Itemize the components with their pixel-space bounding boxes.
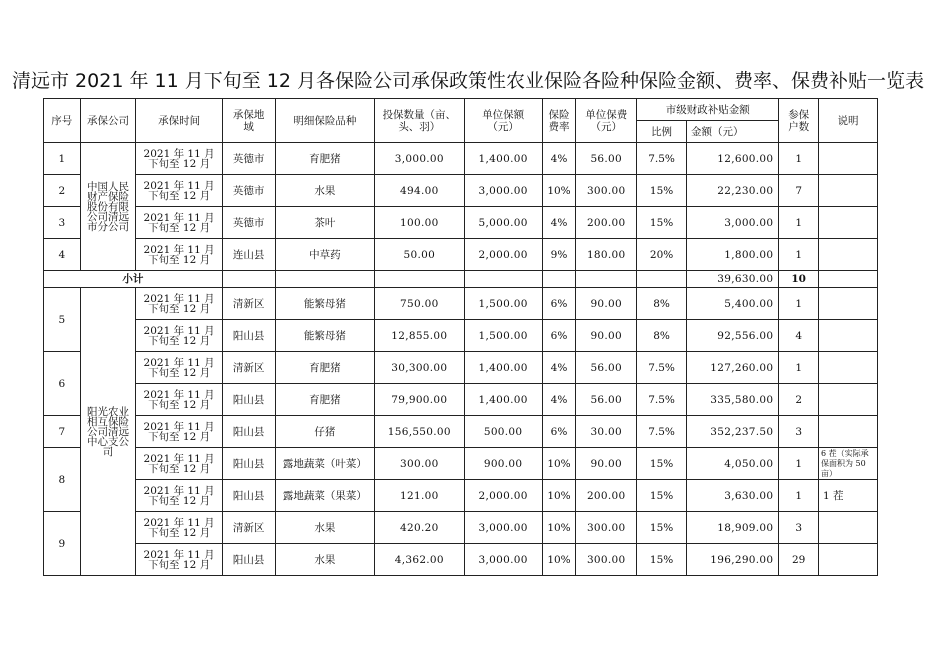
row-unit-premium: 200.00 (576, 480, 637, 512)
row-ratio: 7.5% (637, 143, 687, 175)
header-seq: 序号 (44, 99, 81, 143)
row-unit-premium: 90.00 (576, 288, 637, 320)
row-unit-premium: 300.00 (576, 175, 637, 207)
row-product: 能繁母猪 (275, 288, 375, 320)
row-amount: 3,000.00 (686, 207, 778, 239)
subtotal-empty-cell (464, 271, 542, 288)
row-quantity: 121.00 (375, 480, 464, 512)
row-seq: 6 (44, 352, 81, 416)
row-area: 连山县 (222, 239, 275, 271)
row-product: 仔猪 (275, 416, 375, 448)
row-unit-premium: 90.00 (576, 448, 637, 480)
row-unit-premium: 300.00 (576, 512, 637, 544)
row-amount: 1,800.00 (686, 239, 778, 271)
row-product: 育肥猪 (275, 143, 375, 175)
subtotal-empty-cell (222, 271, 275, 288)
row-time: 2021 年 11 月下旬至 12 月 (136, 175, 222, 207)
row-seq: 9 (44, 512, 81, 576)
row-note (819, 143, 878, 175)
row-unit-premium: 30.00 (576, 416, 637, 448)
row-households: 1 (779, 480, 819, 512)
row-product: 露地蔬菜（叶菜） (275, 448, 375, 480)
row-rate: 6% (542, 416, 576, 448)
row-seq: 2 (44, 175, 81, 207)
row-time: 2021 年 11 月下旬至 12 月 (136, 239, 222, 271)
header-ratio: 比例 (637, 121, 687, 143)
row-ratio: 7.5% (637, 416, 687, 448)
row-unit-amount: 3,000.00 (464, 175, 542, 207)
row-rate: 10% (542, 448, 576, 480)
table-row (44, 416, 878, 448)
row-ratio: 8% (637, 288, 687, 320)
row-unit-amount: 3,000.00 (464, 512, 542, 544)
row-quantity: 3,000.00 (375, 143, 464, 175)
table-row (44, 512, 878, 544)
row-rate: 10% (542, 512, 576, 544)
row-rate: 9% (542, 239, 576, 271)
row-households: 1 (779, 143, 819, 175)
table-row (44, 384, 878, 416)
row-quantity: 30,300.00 (375, 352, 464, 384)
row-households: 1 (779, 352, 819, 384)
header-households: 参保户数 (779, 99, 819, 143)
row-seq: 7 (44, 416, 81, 448)
row-households: 3 (779, 512, 819, 544)
row-unit-premium: 56.00 (576, 352, 637, 384)
subtotal-empty-cell (375, 271, 464, 288)
row-quantity: 100.00 (375, 207, 464, 239)
document-title: 清远市 2021 年 11 月下旬至 12 月各保险公司承保政策性农业保险各险种保险金额、费率、保费补贴一览表 (12, 70, 924, 92)
row-rate: 10% (542, 175, 576, 207)
row-amount: 18,909.00 (686, 512, 778, 544)
subtotal-row (44, 271, 878, 288)
row-seq: 8 (44, 448, 81, 512)
row-time: 2021 年 11 月下旬至 12 月 (136, 288, 222, 320)
row-unit-premium: 200.00 (576, 207, 637, 239)
row-rate: 6% (542, 288, 576, 320)
row-product: 能繁母猪 (275, 320, 375, 352)
row-rate: 6% (542, 320, 576, 352)
row-households: 1 (779, 448, 819, 480)
row-households: 1 (779, 288, 819, 320)
table-row (44, 480, 878, 512)
header-quantity: 投保数量（亩、头、羽） (375, 99, 464, 143)
row-amount: 3,630.00 (686, 480, 778, 512)
row-time: 2021 年 11 月下旬至 12 月 (136, 143, 222, 175)
row-amount: 12,600.00 (686, 143, 778, 175)
row-note: 6 茬（实际承保面积为 50 亩） (819, 448, 878, 480)
row-product: 水果 (275, 544, 375, 576)
row-time: 2021 年 11 月下旬至 12 月 (136, 512, 222, 544)
row-note (819, 416, 878, 448)
subtotal-note (819, 271, 878, 288)
table-row (44, 544, 878, 576)
row-product: 育肥猪 (275, 352, 375, 384)
row-amount: 92,556.00 (686, 320, 778, 352)
header-note: 说明 (819, 99, 878, 143)
subtotal-amount: 39,630.00 (686, 271, 778, 288)
row-unit-amount: 5,000.00 (464, 207, 542, 239)
row-rate: 4% (542, 352, 576, 384)
row-note (819, 512, 878, 544)
row-unit-amount: 1,500.00 (464, 288, 542, 320)
row-note (819, 175, 878, 207)
row-area: 阳山县 (222, 480, 275, 512)
table-row (44, 143, 878, 175)
subtotal-empty-cell (275, 271, 375, 288)
subtotal-empty-cell (637, 271, 687, 288)
row-area: 阳山县 (222, 448, 275, 480)
row-households: 1 (779, 207, 819, 239)
row-note (819, 207, 878, 239)
row-households: 4 (779, 320, 819, 352)
row-area: 清新区 (222, 512, 275, 544)
row-time: 2021 年 11 月下旬至 12 月 (136, 352, 222, 384)
row-area: 清新区 (222, 352, 275, 384)
row-area: 清新区 (222, 288, 275, 320)
row-amount: 5,400.00 (686, 288, 778, 320)
row-quantity: 300.00 (375, 448, 464, 480)
row-product: 露地蔬菜（果菜） (275, 480, 375, 512)
header-area: 承保地域 (222, 99, 275, 143)
row-note (819, 239, 878, 271)
row-ratio: 20% (637, 239, 687, 271)
table-row (44, 352, 878, 384)
row-quantity: 50.00 (375, 239, 464, 271)
row-quantity: 4,362.00 (375, 544, 464, 576)
subtotal-label: 小计 (44, 271, 223, 288)
insurance-table (43, 98, 878, 576)
row-area: 阳山县 (222, 544, 275, 576)
row-area: 英德市 (222, 207, 275, 239)
table-row (44, 320, 878, 352)
row-households: 7 (779, 175, 819, 207)
company-name: 中国人民财产保险股份有限公司清远市分公司 (80, 143, 136, 271)
header-subsidy: 市级财政补贴金额 (637, 99, 779, 121)
row-unit-amount: 2,000.00 (464, 239, 542, 271)
row-quantity: 494.00 (375, 175, 464, 207)
row-unit-amount: 2,000.00 (464, 480, 542, 512)
table-row (44, 288, 878, 320)
row-amount: 22,230.00 (686, 175, 778, 207)
row-note (819, 384, 878, 416)
row-unit-amount: 3,000.00 (464, 544, 542, 576)
row-quantity: 12,855.00 (375, 320, 464, 352)
row-time: 2021 年 11 月下旬至 12 月 (136, 384, 222, 416)
subtotal-empty-cell (576, 271, 637, 288)
header-product: 明细保险品种 (275, 99, 375, 143)
row-unit-amount: 1,500.00 (464, 320, 542, 352)
row-note (819, 320, 878, 352)
row-ratio: 15% (637, 448, 687, 480)
row-households: 1 (779, 239, 819, 271)
row-unit-amount: 1,400.00 (464, 352, 542, 384)
row-note (819, 288, 878, 320)
row-ratio: 15% (637, 207, 687, 239)
row-unit-amount: 1,400.00 (464, 384, 542, 416)
row-unit-premium: 56.00 (576, 143, 637, 175)
row-ratio: 15% (637, 544, 687, 576)
row-rate: 4% (542, 384, 576, 416)
row-ratio: 7.5% (637, 384, 687, 416)
header-time: 承保时间 (136, 99, 222, 143)
row-product: 中草药 (275, 239, 375, 271)
row-amount: 4,050.00 (686, 448, 778, 480)
row-quantity: 79,900.00 (375, 384, 464, 416)
row-product: 茶叶 (275, 207, 375, 239)
row-unit-premium: 300.00 (576, 544, 637, 576)
row-unit-premium: 90.00 (576, 320, 637, 352)
row-area: 阳山县 (222, 416, 275, 448)
row-amount: 196,290.00 (686, 544, 778, 576)
row-ratio: 15% (637, 512, 687, 544)
row-quantity: 156,550.00 (375, 416, 464, 448)
row-rate: 4% (542, 143, 576, 175)
row-unit-amount: 900.00 (464, 448, 542, 480)
row-rate: 4% (542, 207, 576, 239)
row-amount: 352,237.50 (686, 416, 778, 448)
row-area: 阳山县 (222, 320, 275, 352)
row-households: 3 (779, 416, 819, 448)
row-time: 2021 年 11 月下旬至 12 月 (136, 544, 222, 576)
header-amount: 金额（元） (686, 121, 778, 143)
row-amount: 335,580.00 (686, 384, 778, 416)
header-unit-premium: 单位保费（元） (576, 99, 637, 143)
row-quantity: 420.20 (375, 512, 464, 544)
row-product: 育肥猪 (275, 384, 375, 416)
row-ratio: 15% (637, 480, 687, 512)
row-unit-amount: 500.00 (464, 416, 542, 448)
row-product: 水果 (275, 512, 375, 544)
table-row (44, 207, 878, 239)
row-seq: 5 (44, 288, 81, 352)
row-unit-premium: 180.00 (576, 239, 637, 271)
row-ratio: 15% (637, 175, 687, 207)
row-note (819, 352, 878, 384)
table-row (44, 175, 878, 207)
row-time: 2021 年 11 月下旬至 12 月 (136, 207, 222, 239)
row-households: 2 (779, 384, 819, 416)
row-time: 2021 年 11 月下旬至 12 月 (136, 416, 222, 448)
row-quantity: 750.00 (375, 288, 464, 320)
row-households: 29 (779, 544, 819, 576)
row-amount: 127,260.00 (686, 352, 778, 384)
row-time: 2021 年 11 月下旬至 12 月 (136, 320, 222, 352)
row-area: 阳山县 (222, 384, 275, 416)
row-area: 英德市 (222, 175, 275, 207)
row-seq: 4 (44, 239, 81, 271)
row-unit-premium: 56.00 (576, 384, 637, 416)
row-area: 英德市 (222, 143, 275, 175)
row-rate: 10% (542, 544, 576, 576)
row-unit-amount: 1,400.00 (464, 143, 542, 175)
row-time: 2021 年 11 月下旬至 12 月 (136, 448, 222, 480)
row-note (819, 544, 878, 576)
row-rate: 10% (542, 480, 576, 512)
header-company: 承保公司 (80, 99, 136, 143)
row-time: 2021 年 11 月下旬至 12 月 (136, 480, 222, 512)
subtotal-households: 10 (779, 271, 819, 288)
table-row (44, 239, 878, 271)
row-product: 水果 (275, 175, 375, 207)
header-unit-amount: 单位保额（元） (464, 99, 542, 143)
row-ratio: 8% (637, 320, 687, 352)
row-ratio: 7.5% (637, 352, 687, 384)
table-row (44, 448, 878, 480)
company-name: 阳光农业相互保险公司清远中心支公司 (80, 288, 136, 576)
subtotal-empty-cell (542, 271, 576, 288)
row-note: 1 茬 (819, 480, 878, 512)
row-seq: 3 (44, 207, 81, 239)
header-rate: 保险费率 (542, 99, 576, 143)
row-seq: 1 (44, 143, 81, 175)
